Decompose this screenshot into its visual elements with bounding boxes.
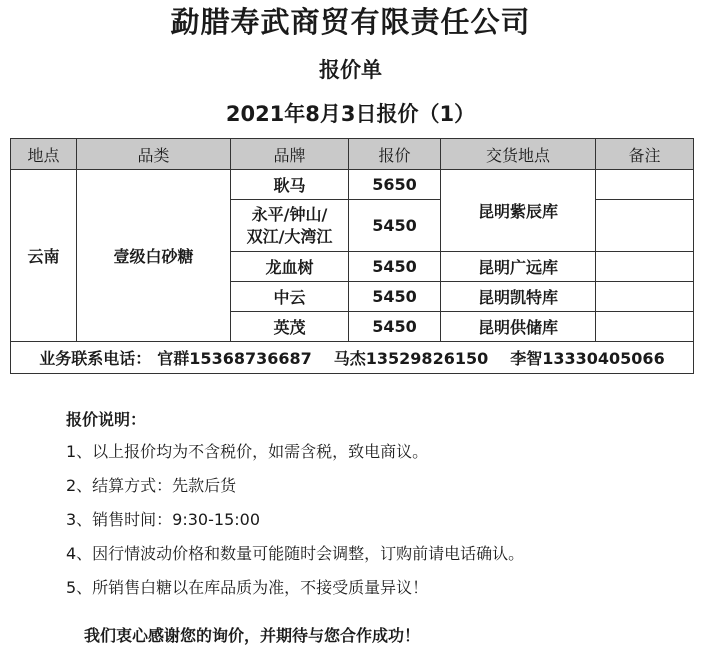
header-category: 品类 [77, 139, 231, 170]
delivery-cell: 昆明供储库 [441, 312, 596, 342]
remark-cell [596, 312, 694, 342]
header-delivery: 交货地点 [441, 139, 596, 170]
quote-notes [66, 410, 524, 612]
company-name: 勐腊寿武商贸有限责任公司 [170, 5, 531, 39]
contact-row [11, 342, 694, 374]
contact-phone: 马杰13529826150 [333, 349, 489, 368]
brand-cell: 耿马 [231, 170, 349, 200]
delivery-cell: 昆明凯特库 [441, 282, 596, 312]
delivery-cell: 昆明紫辰库 [441, 170, 596, 252]
brand-cell: 龙血树 [231, 252, 349, 282]
quote-date: 2021年8月3日报价（1） [225, 102, 476, 126]
delivery-cell: 昆明广远库 [441, 252, 596, 282]
note-item: 5、所销售白糖以在库品质为准，不接受质量异议！ [66, 578, 429, 597]
remark-cell [596, 252, 694, 282]
header-location: 地点 [11, 139, 77, 170]
price-cell: 5650 [349, 170, 441, 200]
remark-cell [596, 200, 694, 252]
note-item: 1、以上报价均为不含税价，如需含税，致电商议。 [66, 442, 429, 461]
note-item: 4、因行情波动价格和数量可能随时会调整，订购前请电话确认。 [66, 544, 525, 563]
header-price: 报价 [349, 139, 441, 170]
category-cell: 壹级白砂糖 [77, 170, 231, 342]
header-remark: 备注 [596, 139, 694, 170]
notes-title: 报价说明： [66, 410, 147, 429]
price-cell: 5450 [349, 200, 441, 252]
table-header-row [11, 139, 694, 170]
brand-line: 永平/钟山/ [251, 204, 328, 224]
price-cell: 5450 [349, 282, 441, 312]
remark-cell [596, 282, 694, 312]
brand-cell [231, 200, 349, 252]
header-brand: 品牌 [231, 139, 349, 170]
document-title: 报价单 [319, 58, 382, 82]
contact-cell [11, 342, 694, 374]
contact-phone: 官群15368736687 [157, 349, 312, 368]
thanks-message: 我们衷心感谢您的询价，并期待与您合作成功！ [84, 626, 421, 645]
price-table [10, 138, 694, 374]
location-cell: 云南 [11, 170, 77, 342]
table-row [11, 170, 694, 200]
price-cell: 5450 [349, 312, 441, 342]
contact-phone: 李智13330405066 [510, 349, 665, 368]
contact-label: 业务联系电话： [39, 349, 152, 368]
brand-cell: 英茂 [231, 312, 349, 342]
brand-line: 双江/大湾江 [246, 226, 333, 246]
remark-cell [596, 170, 694, 200]
brand-cell: 中云 [231, 282, 349, 312]
note-item: 2、结算方式：先款后货 [66, 476, 237, 495]
price-cell: 5450 [349, 252, 441, 282]
note-item: 3、销售时间：9:30-15:00 [66, 510, 260, 529]
